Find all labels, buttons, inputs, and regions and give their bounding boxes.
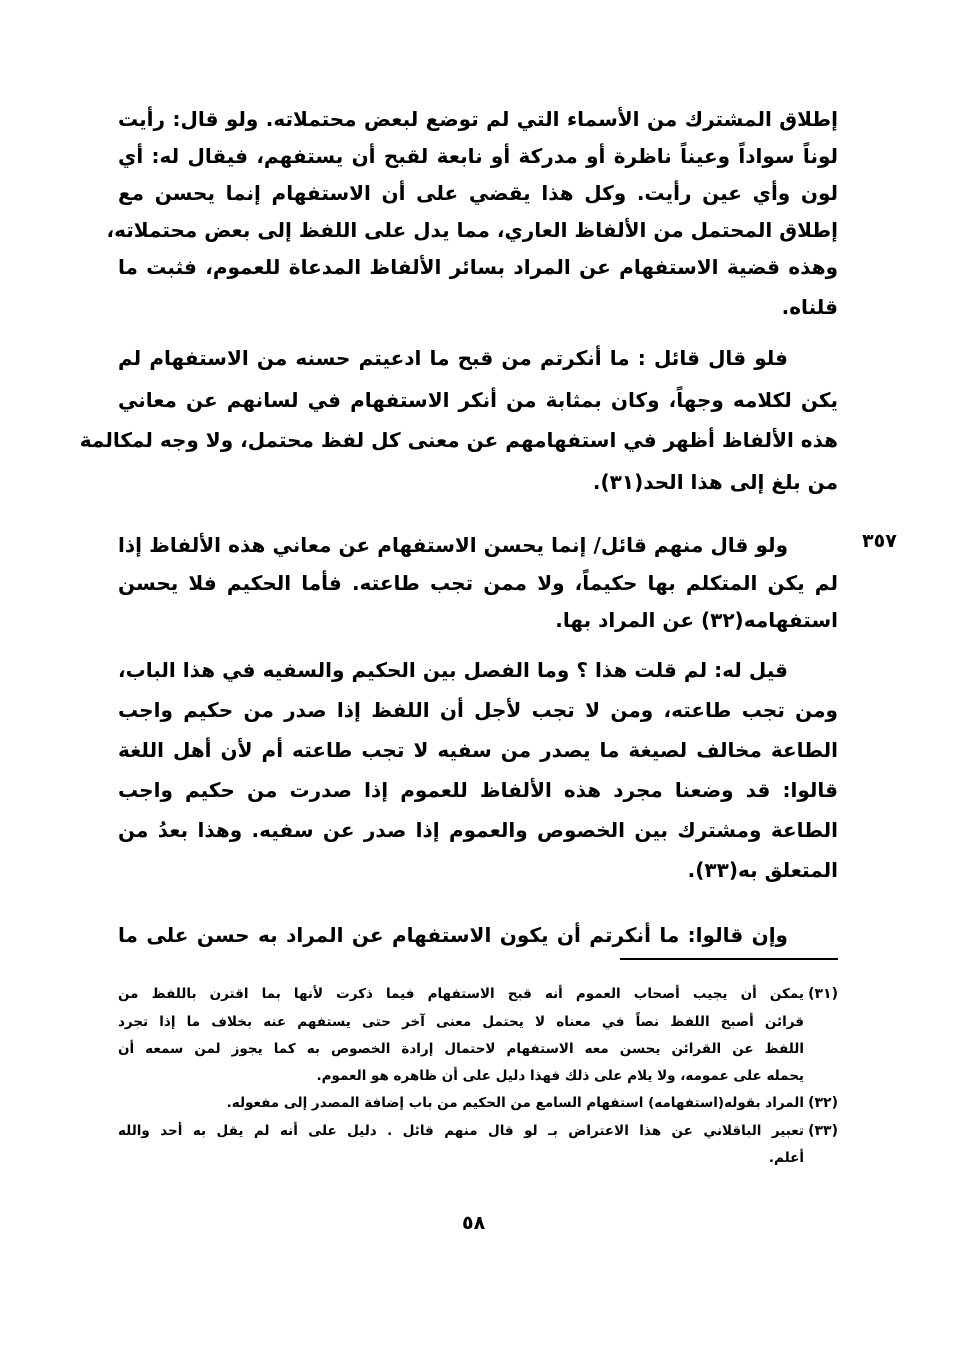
page-number: ٥٨ — [462, 1212, 486, 1234]
paragraph-1-line: وهذه قضية الاستفهام عن المراد بسائر الألفاظ المدعاة للعموم، فثبت ما — [118, 255, 838, 279]
paragraph-5-line: وإن قالوا: ما أنكرتم أن يكون الاستفهام عن المراد به حسن على ما — [118, 923, 788, 947]
paragraph-1-line: إطلاق المحتمل من الألفاظ العاري، مما يدل على اللفظ إلى بعض محتملاته، — [106, 218, 838, 242]
paragraph-4-line: الطاعة ومشترك بين الخصوص والعموم إذا صدر عن سفيه. وهذا بعدُ من — [118, 818, 838, 842]
paragraph-1-line: قلناه. — [781, 295, 838, 319]
paragraph-2-line: يكن لكلامه وجهاً، وكان بمثابة من أنكر الاستفهام في لسانهم عن معاني — [118, 388, 838, 412]
footnote-3-line: تعبير الباقلاني عن هذا الاعتراض بـ لو قال منهم قائل . دليل على أنه لم يقل به أحد والله — [118, 1123, 804, 1139]
paragraph-4-line: الطاعة مخالف لصيغة ما يصدر من سفيه لا تجب طاعته أم لأن أهل اللغة — [118, 738, 838, 762]
paragraph-4-line: المتعلق به(٣٣). — [687, 858, 838, 882]
paragraph-4-line: قيل له: لم قلت هذا ؟ وما الفصل بين الحكيم والسفيه في هذا الباب، — [118, 658, 788, 682]
paragraph-3-line: استفهامه(٣٢) عن المراد بها. — [555, 608, 838, 632]
footnote-1-line: اللفظ عن القرائن يحسن معه الاستفهام لاحتمال إرادة الخصوص به كما يجوز لمن سمعه أن — [118, 1041, 804, 1057]
paragraph-2-line: فلو قال قائل : ما أنكرتم من قبح ما ادعيتم حسنه من الاستفهام لم — [118, 346, 788, 370]
footnote-2-line: المراد بقوله(استفهامه) استفهام السامع من الحكيم من باب إضافة المصدر إلى مفعوله. — [226, 1095, 804, 1111]
paragraph-4-line: قالوا: قد وضعنا مجرد هذه الألفاظ للعموم إذا صدرت من حكيم واجب — [118, 778, 838, 802]
footnote-1-line: يحمله على عمومه، ولا يلام على ذلك فهذا دليل على أن ظاهره هو العموم. — [316, 1068, 804, 1084]
footnote-1-line: يمكن أن يجيب أصحاب العموم أنه قبح الاستفهام فيما ذكرت لأنها بما اقترن باللفظ من — [118, 986, 804, 1002]
footnote-1-line: قرائن أصبح اللفظ نصاً في معناه لا يحتمل معنى آخر حتى يستفهم عنه بخلاف ما إذا تجرد — [118, 1014, 804, 1030]
paragraph-4-line: ومن تجب طاعته، ومن لا تجب لأجل أن اللفظ إذا صدر من حكيم واجب — [118, 698, 838, 722]
footnote-3-line: أعلم. — [768, 1150, 804, 1166]
paragraph-3-line: لم يكن المتكلم بها حكيماً، ولا ممن تجب طاعته. فأما الحكيم فلا يحسن — [118, 571, 838, 595]
paragraph-2-line: من بلغ إلى هذا الحد(٣١). — [592, 470, 838, 494]
paragraph-3-line: ولو قال منهم قائل/ إنما يحسن الاستفهام عن معاني هذه الألفاظ إذا — [118, 533, 788, 557]
footnote-number: (٣٣) — [808, 1123, 838, 1139]
paragraph-2-line: هذه الألفاظ أظهر في استفهامهم عن معنى كل لفظ محتمل، ولا وجه لمكالمة — [79, 428, 838, 452]
paragraph-1-line: لوناً سواداً وعيناً ناظرة أو مدركة أو نابعة لقبح أن يستفهم، فيقال له: أي — [118, 144, 838, 168]
footnote-number: (٣٢) — [808, 1095, 838, 1111]
footnote-separator — [620, 958, 838, 960]
footnote-number: (٣١) — [808, 986, 838, 1002]
margin-page-reference: ٣٥٧ — [862, 530, 897, 552]
paragraph-1-line: لون وأي عين رأيت. وكل هذا يقضي على أن الاستفهام إنما يحسن مع — [118, 181, 838, 205]
paragraph-1-line: إطلاق المشترك من الأسماء التي لم توضع لبعض محتملاته. ولو قال: رأيت — [118, 107, 838, 131]
